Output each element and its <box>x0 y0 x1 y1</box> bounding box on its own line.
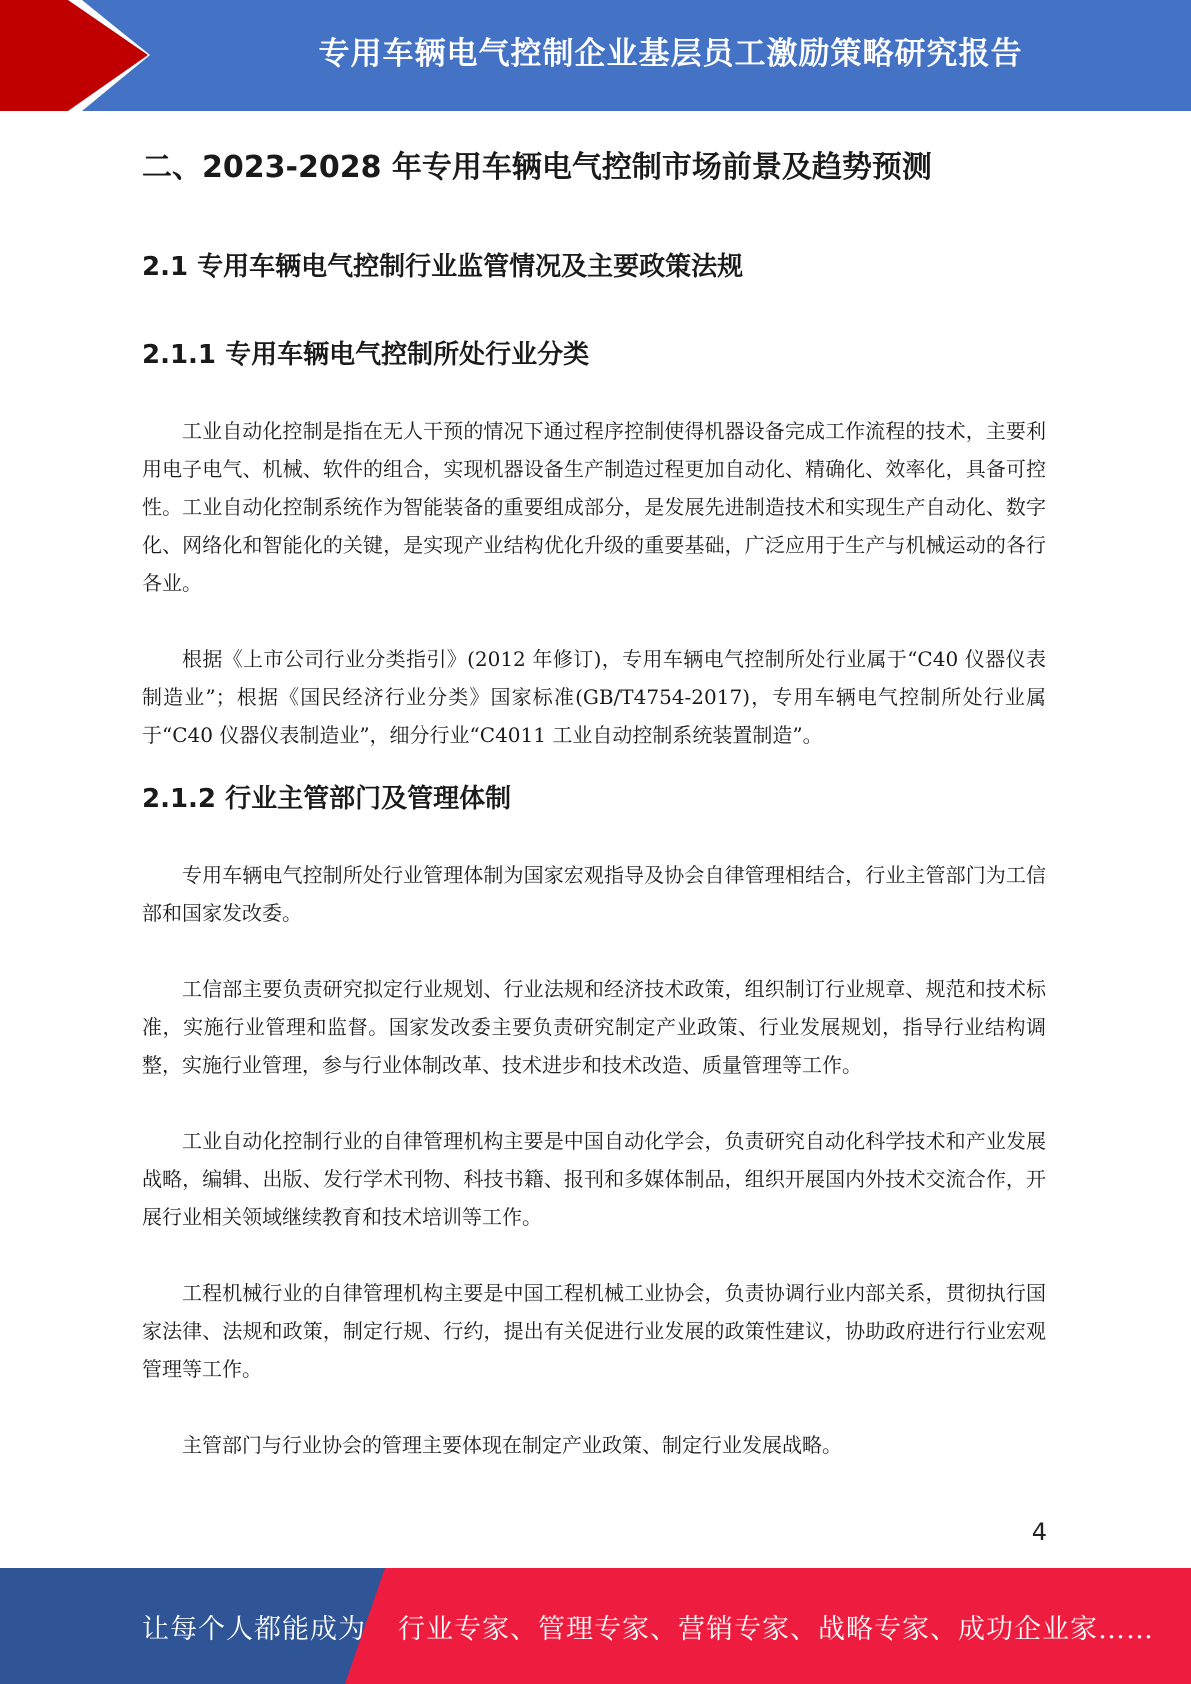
paragraph: 工业自动化控制行业的自律管理机构主要是中国自动化学会，负责研究自动化科学技术和产业发展战略，编辑、出版、发行学术刊物、科技书籍、报刊和多媒体制品，组织开展国内外技术交流合作，开展行业相关领域继续教育和技术培训等工作。 <box>142 1129 1046 1229</box>
section-2-1-1 <box>142 332 1046 754</box>
paragraph: 工程机械行业的自律管理机构主要是中国工程机械工业协会，负责协调行业内部关系，贯彻执行国家法律、法规和政策，制定行规、行约，提出有关促进行业发展的政策性建议，协助政府进行行业宏观管理等工作。 <box>142 1281 1046 1381</box>
section-2-1-2 <box>142 776 1046 1464</box>
header-arrow-decoration <box>0 0 160 111</box>
subsection-heading-2-1-2: 2.1.2 行业主管部门及管理体制 <box>142 784 512 814</box>
section-heading-2-1: 2.1 专用车辆电气控制行业监管情况及主要政策法规 <box>142 252 744 282</box>
page-number: 4 <box>1031 1518 1047 1546</box>
footer-slogan-left: 让每个人都能成为 <box>142 1613 366 1645</box>
header-banner <box>0 0 1191 111</box>
paragraph: 主管部门与行业协会的管理主要体现在制定产业政策、制定行业发展战略。 <box>182 1433 842 1457</box>
paragraph: 工信部主要负责研究拟定行业规划、行业法规和经济技术政策，组织制订行业规章、规范和技术标准，实施行业管理和监督。国家发改委主要负责研究制定产业政策、行业发展规划，指导行业结构调整，实施行业管理，参与行业体制改革、技术进步和技术改造、质量管理等工作。 <box>142 977 1046 1077</box>
chapter-heading: 二、2023-2028 年专用车辆电气控制市场前景及趋势预测 <box>142 150 932 185</box>
document-body <box>142 130 1046 1464</box>
footer-slogan-right: 行业专家、管理专家、营销专家、战略专家、成功企业家…… <box>398 1613 1154 1645</box>
paragraph: 根据《上市公司行业分类指引》(2012 年修订)，专用车辆电气控制所处行业属于“C40 仪器仪表制造业”；根据《国民经济行业分类》国家标准(GB/T4754-2017)，专用车辆电气控制所处行业属于“C40 仪器仪表制造业”，细分行业“C4011 工业自动控制系统装置制造”。 <box>142 647 1046 747</box>
footer-banner <box>0 1568 1191 1684</box>
report-title: 专用车辆电气控制企业基层员工激励策略研究报告 <box>318 35 1023 72</box>
paragraph: 工业自动化控制是指在无人干预的情况下通过程序控制使得机器设备完成工作流程的技术，主要利用电子电气、机械、软件的组合，实现机器设备生产制造过程更加自动化、精确化、效率化，具备可控性。工业自动化控制系统作为智能装备的重要组成部分，是发展先进制造技术和实现生产自动化、数字化、网络化和智能化的关键，是实现产业结构优化升级的重要基础，广泛应用于生产与机械运动的各行各业。 <box>142 419 1046 595</box>
paragraph: 专用车辆电气控制所处行业管理体制为国家宏观指导及协会自律管理相结合，行业主管部门为工信部和国家发改委。 <box>142 863 1046 925</box>
subsection-heading-2-1-1: 2.1.1 专用车辆电气控制所处行业分类 <box>142 340 590 370</box>
